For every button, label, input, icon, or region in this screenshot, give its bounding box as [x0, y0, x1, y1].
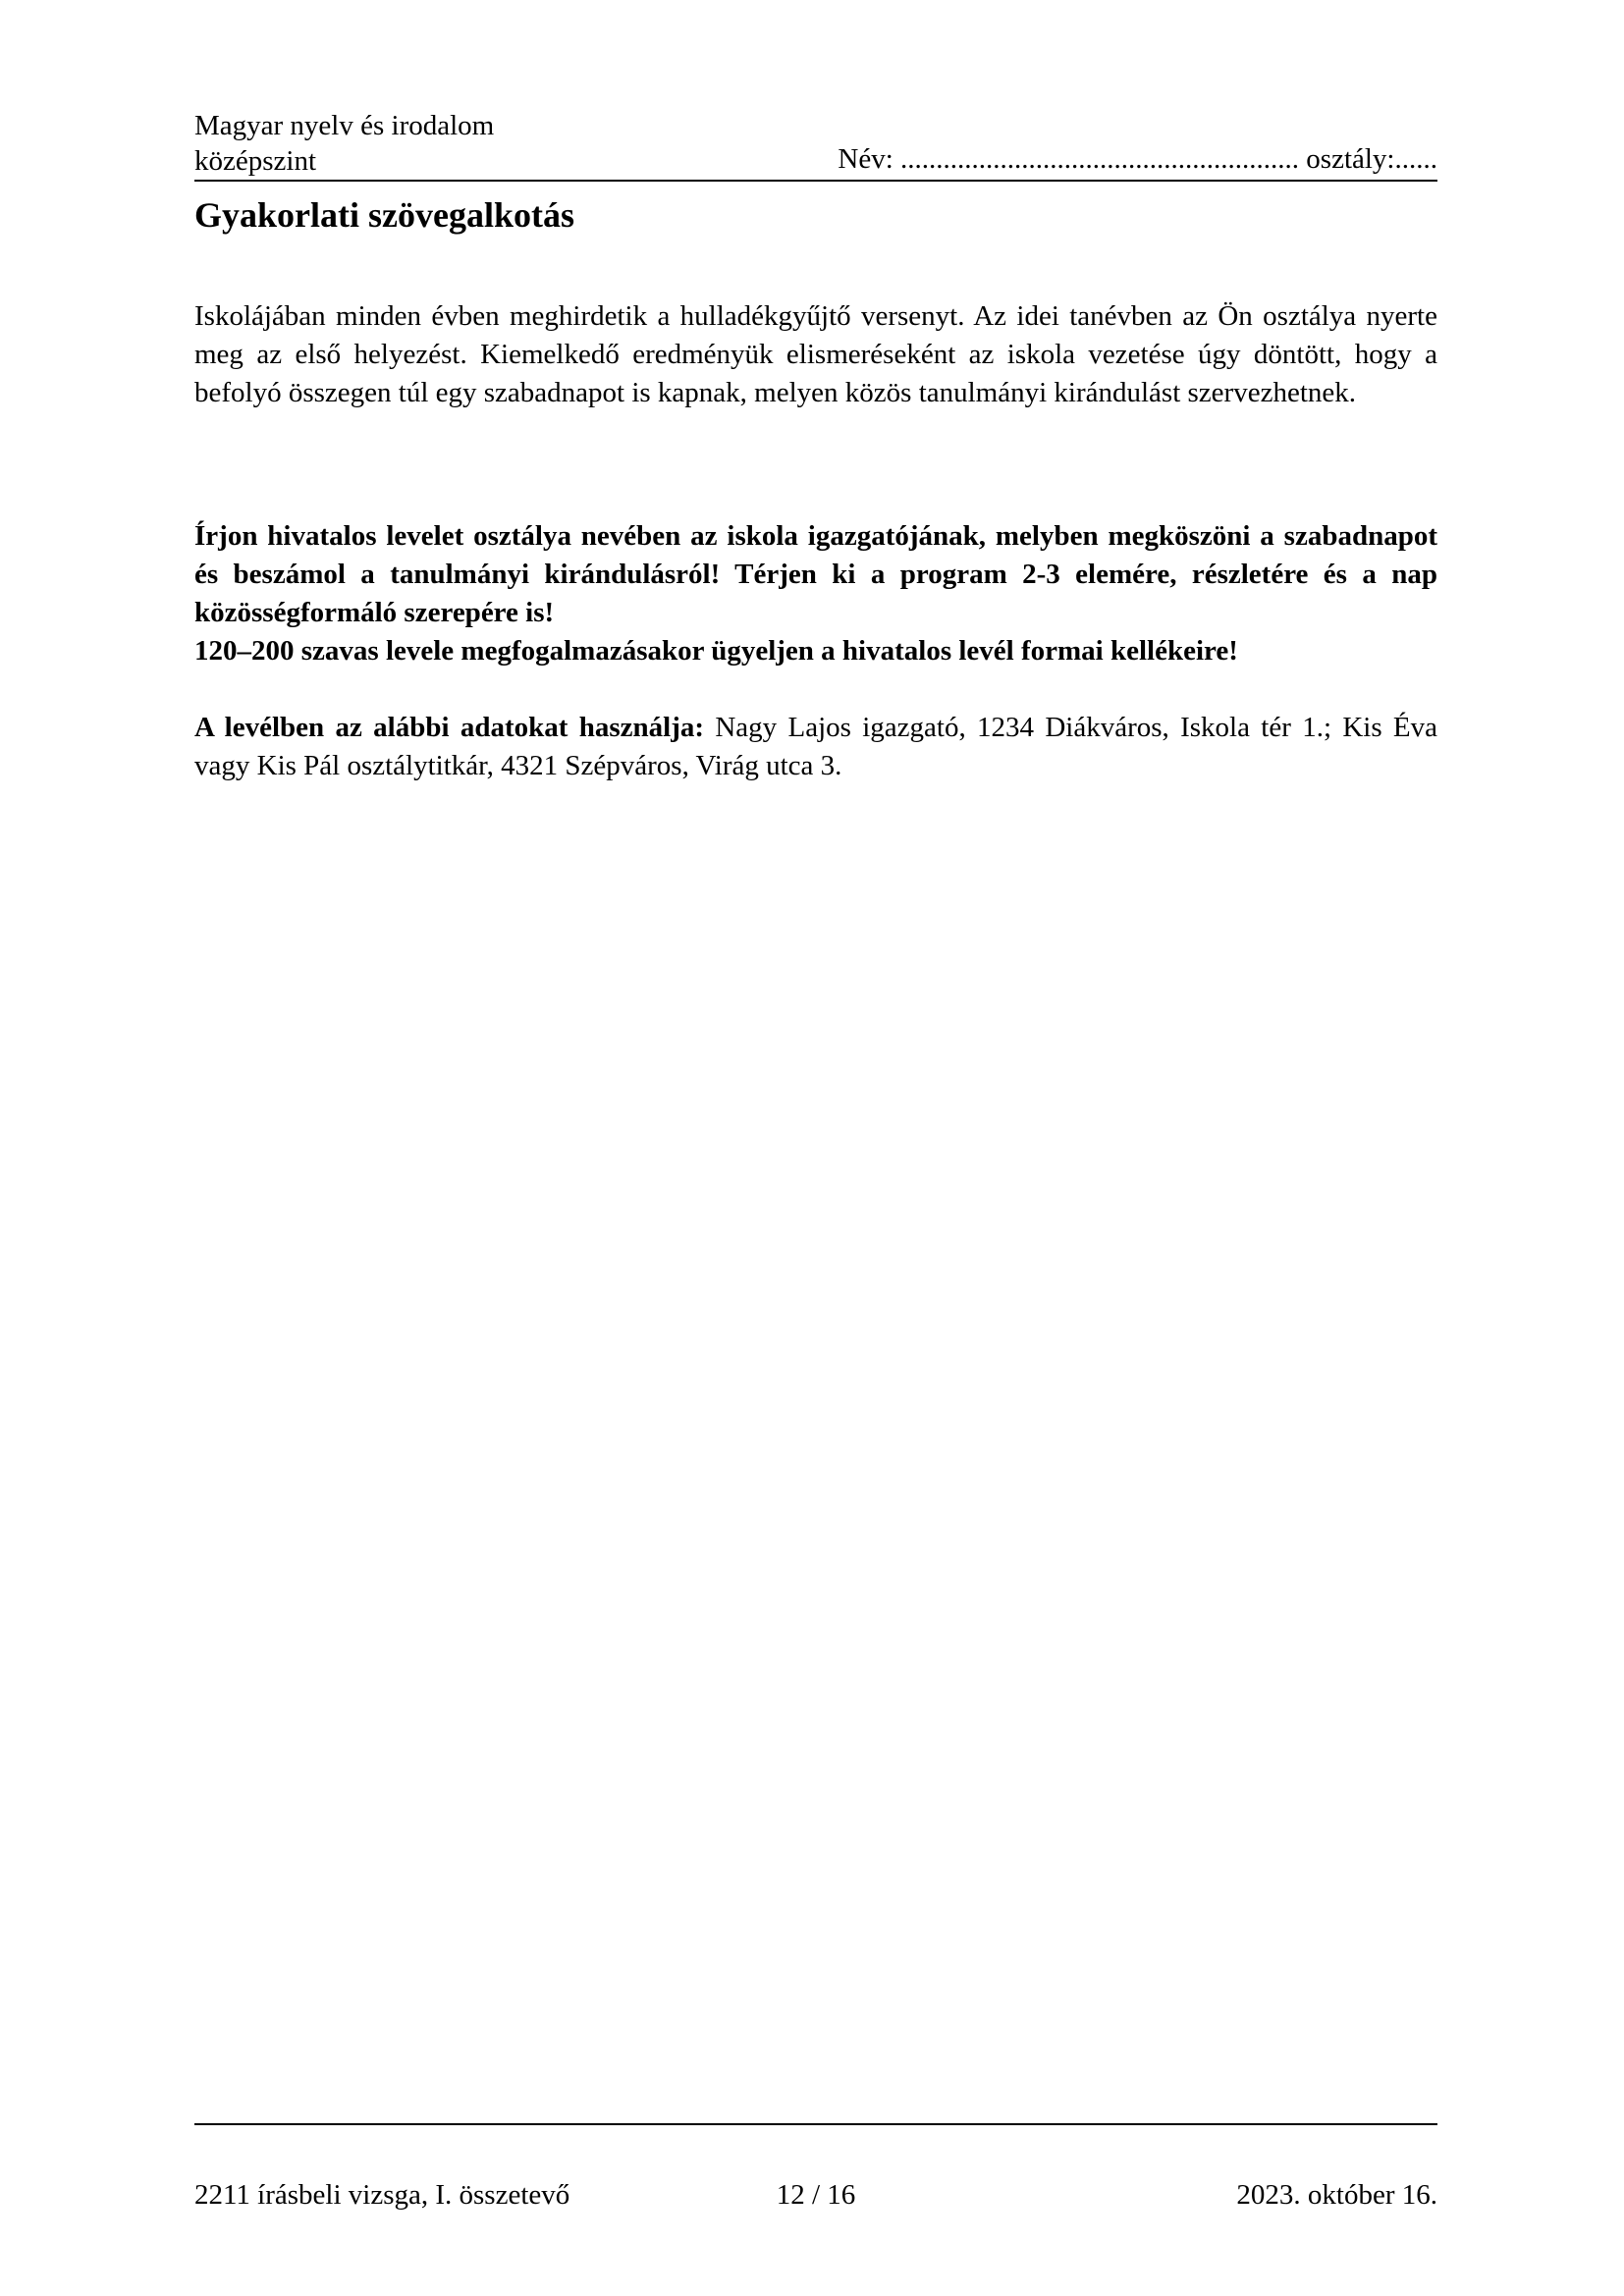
intro-paragraph: Iskolájában minden évben meghirdetik a hulladékgyűjtő versenyt. Az idei tanévben az Ön osztálya nyerte meg az első helyezést. Kiemelkedő eredményük elismeréseként az iskola vezetése úgy döntött, hogy a befolyó összegen túl egy szabadnapot is kapnak, melyen közös tanulmányi kirándulást szervezhetnek. [194, 300, 1437, 408]
footer-page-number: 12 / 16 [776, 2179, 856, 2211]
name-class-field: Név: ........................................................ osztály:...... [838, 143, 1437, 175]
page-title: Gyakorlati szövegalkotás [194, 195, 574, 235]
page-footer [194, 2175, 1437, 2215]
task-line-2: 120–200 szavas levele megfogalmazásakor ügyeljen a hivatalos levél formai kellékeire! [194, 635, 1238, 667]
footer-date: 2023. október 16. [1236, 2179, 1437, 2211]
subject-line-1: Magyar nyelv és irodalom [194, 110, 495, 141]
footer-exam-code: 2211 írásbeli vizsga, I. összetevő [194, 2179, 570, 2211]
task-instructions [194, 517, 1437, 670]
subject-label [194, 108, 494, 179]
letter-data-text: Nagy Lajos igazgató, 1234 Diákváros, Iskola tér 1.; Kis Éva vagy Kis Pál osztálytitkár, 4321 Szépváros, Virág utca 3. [194, 712, 1438, 781]
letter-data-paragraph [194, 709, 1437, 785]
task-line-1: Írjon hivatalos levelet osztálya nevében az iskola igazgatójának, melyben megköszöni a szabadnapot és beszámol a tanulmányi kirándulásról! Térjen ki a program 2-3 elemére, részletére és a nap közösségformáló szerepére is! [194, 520, 1437, 628]
letter-data-label: A levélben az alábbi adatokat használja: [194, 712, 705, 743]
subject-line-2: középszint [194, 145, 317, 177]
footer-divider [194, 2123, 1437, 2125]
page-header [194, 108, 1437, 183]
header-divider [194, 180, 1437, 182]
exam-page [194, 0, 1437, 2296]
